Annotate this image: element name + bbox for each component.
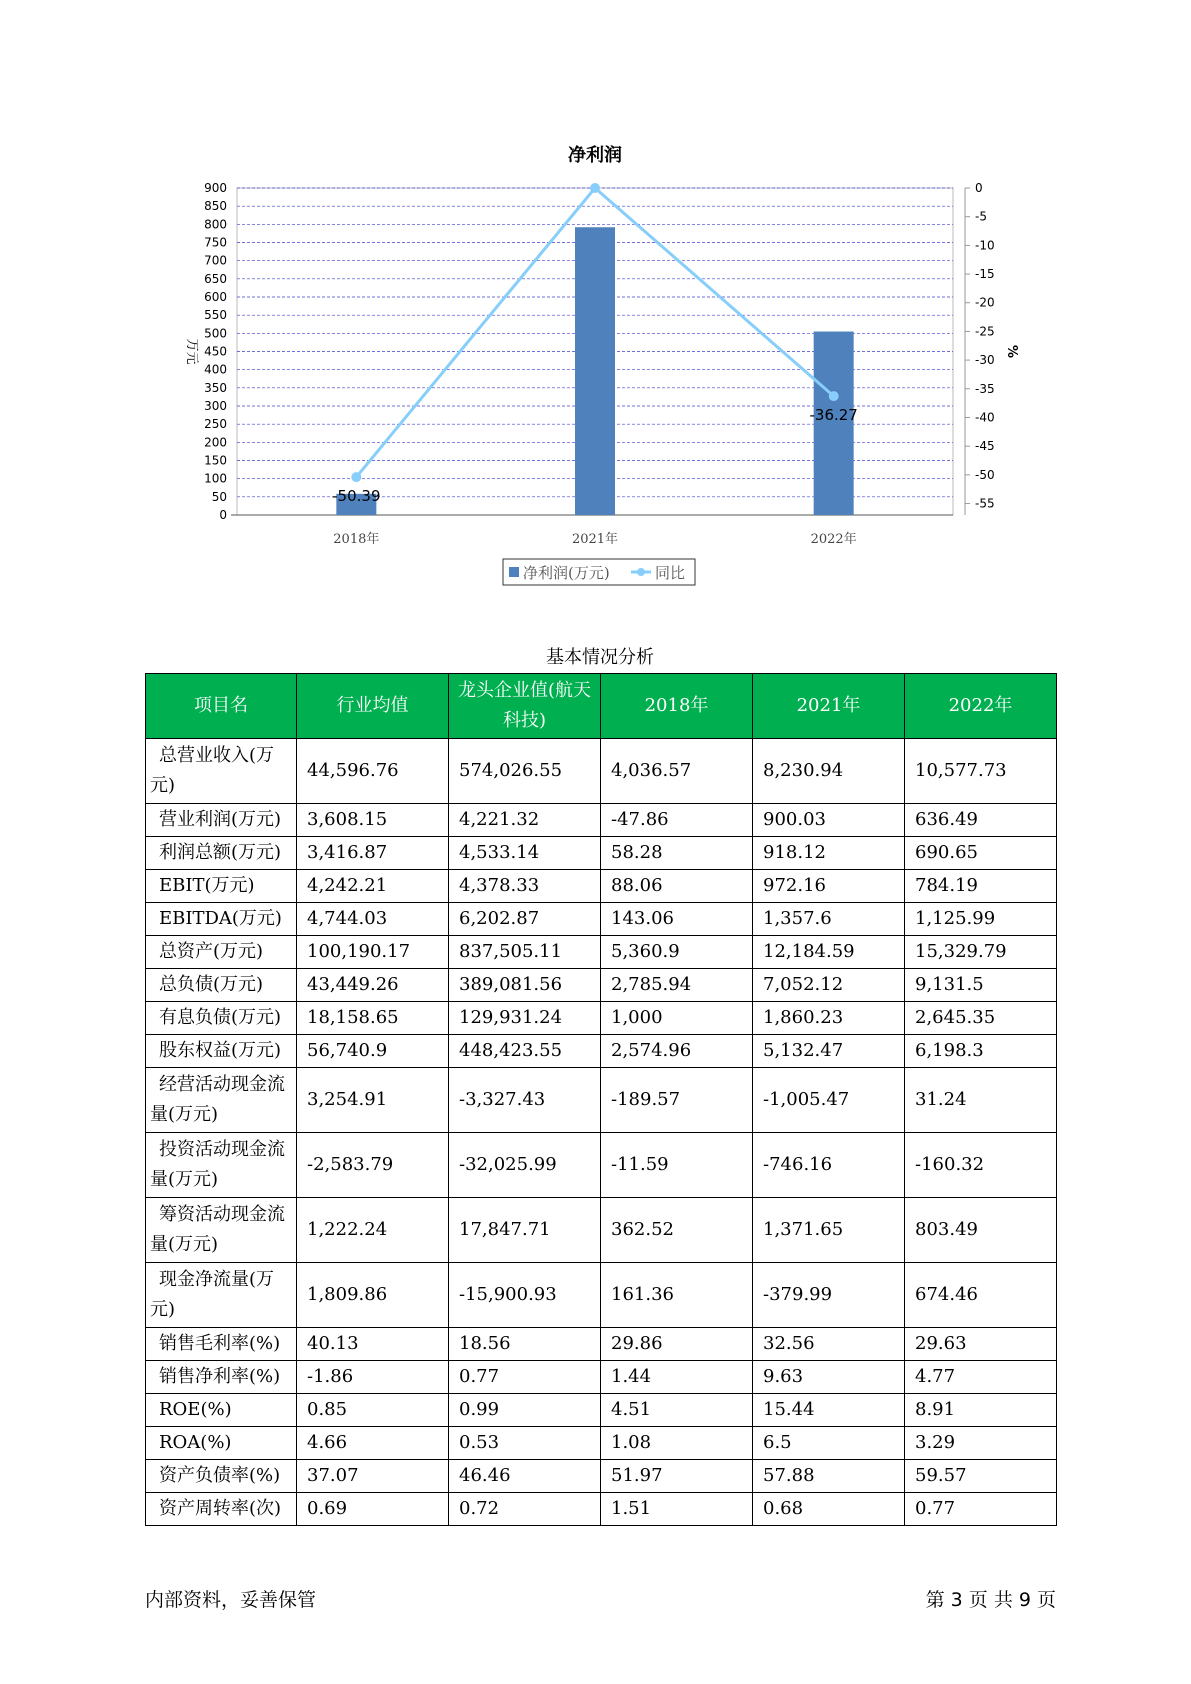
footer-confidential: 内部资料，妥善保管	[145, 1589, 317, 1611]
value-cell: 636.49	[905, 804, 1057, 837]
header-leader-value: 龙头企业值(航天科技)	[449, 674, 601, 739]
value-cell: 0.68	[753, 1493, 905, 1526]
right-tick-label: -50	[975, 467, 995, 482]
value-cell: -1,005.47	[753, 1068, 905, 1133]
table-row	[146, 903, 1057, 936]
value-cell: 44,596.76	[297, 739, 449, 804]
value-cell: 0.72	[449, 1493, 601, 1526]
value-cell: -160.32	[905, 1133, 1057, 1198]
right-axis-label: %	[1004, 344, 1019, 359]
value-cell: 9.63	[753, 1361, 905, 1394]
row-label-cell: 资产周转率(次)	[146, 1493, 297, 1526]
value-cell: 674.46	[905, 1263, 1057, 1328]
analysis-table	[145, 673, 1057, 1526]
header-2021: 2021年	[753, 674, 905, 739]
value-cell: 0.85	[297, 1394, 449, 1427]
row-label-cell: 筹资活动现金流量(万元)	[146, 1198, 297, 1263]
value-cell: 56,740.9	[297, 1035, 449, 1068]
y-axis-label: 万元	[184, 338, 199, 365]
value-cell: -746.16	[753, 1133, 905, 1198]
row-label-cell: ROA(%)	[146, 1427, 297, 1460]
row-label-cell: 经营活动现金流量(万元)	[146, 1068, 297, 1133]
value-cell: 1,000	[601, 1002, 753, 1035]
value-cell: 8,230.94	[753, 739, 905, 804]
value-cell: 0.69	[297, 1493, 449, 1526]
row-label-cell: 利润总额(万元)	[146, 837, 297, 870]
header-2018: 2018年	[601, 674, 753, 739]
legend-line-marker	[637, 568, 645, 576]
value-cell: 3,416.87	[297, 837, 449, 870]
value-cell: 3,254.91	[297, 1068, 449, 1133]
row-label-cell: 资产负债率(%)	[146, 1460, 297, 1493]
row-label-cell: 营业利润(万元)	[146, 804, 297, 837]
value-cell: 100,190.17	[297, 936, 449, 969]
value-cell: 4,378.33	[449, 870, 601, 903]
value-cell: 4,221.32	[449, 804, 601, 837]
table-row	[146, 1394, 1057, 1427]
value-cell: 31.24	[905, 1068, 1057, 1133]
net-profit-chart	[0, 0, 1191, 610]
y-tick-label: 350	[204, 380, 227, 395]
table-row	[146, 1002, 1057, 1035]
value-cell: 57.88	[753, 1460, 905, 1493]
value-cell: 43,449.26	[297, 969, 449, 1002]
right-tick-label: -45	[975, 439, 995, 454]
table-caption: 基本情况分析	[546, 647, 654, 668]
yoy-point	[829, 391, 839, 401]
row-label-cell: ROE(%)	[146, 1394, 297, 1427]
value-cell: 51.97	[601, 1460, 753, 1493]
value-cell: 2,574.96	[601, 1035, 753, 1068]
value-cell: 9,131.5	[905, 969, 1057, 1002]
value-cell: 32.56	[753, 1328, 905, 1361]
y-tick-label: 450	[204, 344, 227, 359]
right-tick-label: -5	[975, 209, 987, 224]
value-cell: 59.57	[905, 1460, 1057, 1493]
y-tick-label: 800	[204, 217, 227, 232]
legend-bar-swatch	[509, 567, 519, 577]
value-cell: -2,583.79	[297, 1133, 449, 1198]
value-cell: 918.12	[753, 837, 905, 870]
header-industry-avg: 行业均值	[297, 674, 449, 739]
value-cell: 6.5	[753, 1427, 905, 1460]
row-label-cell: 股东权益(万元)	[146, 1035, 297, 1068]
value-cell: 4,242.21	[297, 870, 449, 903]
value-cell: 784.19	[905, 870, 1057, 903]
value-cell: 10,577.73	[905, 739, 1057, 804]
value-cell: -47.86	[601, 804, 753, 837]
yoy-point	[351, 472, 361, 482]
yoy-point	[590, 183, 600, 193]
bar	[575, 227, 615, 515]
value-cell: 5,132.47	[753, 1035, 905, 1068]
value-cell: 900.03	[753, 804, 905, 837]
table-row	[146, 1263, 1057, 1328]
value-cell: -1.86	[297, 1361, 449, 1394]
legend-line-label: 同比	[655, 564, 686, 582]
table-row	[146, 936, 1057, 969]
value-cell: 1,222.24	[297, 1198, 449, 1263]
value-cell: 1,357.6	[753, 903, 905, 936]
y-tick-label: 900	[204, 181, 227, 195]
table-row	[146, 837, 1057, 870]
value-cell: 129,931.24	[449, 1002, 601, 1035]
value-cell: 1,371.65	[753, 1198, 905, 1263]
table-row	[146, 1198, 1057, 1263]
value-cell: 0.77	[449, 1361, 601, 1394]
row-label-cell: 总营业收入(万元)	[146, 739, 297, 804]
row-label-cell: 总负债(万元)	[146, 969, 297, 1002]
value-cell: -15,900.93	[449, 1263, 601, 1328]
value-cell: 29.86	[601, 1328, 753, 1361]
y-tick-label: 100	[204, 471, 227, 486]
row-label-cell: EBIT(万元)	[146, 870, 297, 903]
value-cell: 389,081.56	[449, 969, 601, 1002]
value-cell: 40.13	[297, 1328, 449, 1361]
value-cell: 37.07	[297, 1460, 449, 1493]
right-tick-label: -25	[975, 324, 995, 339]
value-cell: 4.77	[905, 1361, 1057, 1394]
y-tick-label: 500	[204, 326, 227, 341]
table-row	[146, 1035, 1057, 1068]
value-cell: 15.44	[753, 1394, 905, 1427]
table-row	[146, 1133, 1057, 1198]
y-tick-label: 150	[204, 453, 227, 468]
value-cell: 1,809.86	[297, 1263, 449, 1328]
data-label: -36.27	[809, 406, 858, 425]
value-cell: 2,785.94	[601, 969, 753, 1002]
value-cell: 143.06	[601, 903, 753, 936]
x-tick-label: 2022年	[810, 532, 857, 547]
value-cell: -3,327.43	[449, 1068, 601, 1133]
y-tick-label: 200	[204, 435, 227, 450]
table-row	[146, 1460, 1057, 1493]
y-tick-label: 750	[204, 235, 227, 250]
value-cell: 1,125.99	[905, 903, 1057, 936]
table-row	[146, 804, 1057, 837]
right-tick-label: -15	[975, 267, 995, 282]
y-tick-label: 400	[204, 362, 227, 377]
value-cell: 8.91	[905, 1394, 1057, 1427]
value-cell: 4,036.57	[601, 739, 753, 804]
right-tick-label: -55	[975, 496, 995, 511]
value-cell: 12,184.59	[753, 936, 905, 969]
value-cell: 18.56	[449, 1328, 601, 1361]
value-cell: 362.52	[601, 1198, 753, 1263]
y-tick-label: 850	[204, 199, 227, 214]
value-cell: 3,608.15	[297, 804, 449, 837]
value-cell: 1.44	[601, 1361, 753, 1394]
table-header-row	[146, 674, 1057, 739]
value-cell: 837,505.11	[449, 936, 601, 969]
value-cell: 18,158.65	[297, 1002, 449, 1035]
value-cell: 972.16	[753, 870, 905, 903]
value-cell: 29.63	[905, 1328, 1057, 1361]
table-row	[146, 1427, 1057, 1460]
header-item-name: 项目名	[146, 674, 297, 739]
y-tick-label: 50	[211, 489, 227, 504]
row-label-cell: 现金净流量(万元)	[146, 1263, 297, 1328]
y-tick-label: 250	[204, 417, 227, 432]
right-tick-label: -30	[975, 353, 995, 368]
chart-title: 净利润	[568, 145, 622, 166]
value-cell: 574,026.55	[449, 739, 601, 804]
value-cell: 2,645.35	[905, 1002, 1057, 1035]
table-row	[146, 1361, 1057, 1394]
right-tick-label: -10	[975, 238, 995, 253]
value-cell: 6,202.87	[449, 903, 601, 936]
value-cell: 46.46	[449, 1460, 601, 1493]
table-row	[146, 739, 1057, 804]
y-tick-label: 650	[204, 271, 227, 286]
value-cell: 690.65	[905, 837, 1057, 870]
row-label-cell: 总资产(万元)	[146, 936, 297, 969]
value-cell: 4,533.14	[449, 837, 601, 870]
row-label-cell: 投资活动现金流量(万元)	[146, 1133, 297, 1198]
row-label-cell: 销售毛利率(%)	[146, 1328, 297, 1361]
value-cell: -11.59	[601, 1133, 753, 1198]
right-tick-label: -40	[975, 410, 995, 425]
right-tick-label: -35	[975, 381, 995, 396]
value-cell: 803.49	[905, 1198, 1057, 1263]
value-cell: 5,360.9	[601, 936, 753, 969]
right-tick-label: 0	[975, 181, 983, 195]
table-row	[146, 969, 1057, 1002]
value-cell: 3.29	[905, 1427, 1057, 1460]
value-cell: 88.06	[601, 870, 753, 903]
legend-bar-label: 净利润(万元)	[523, 564, 610, 582]
data-label: -50.39	[332, 487, 381, 506]
header-2022: 2022年	[905, 674, 1057, 739]
y-tick-label: 600	[204, 290, 227, 304]
value-cell: 0.99	[449, 1394, 601, 1427]
value-cell: 17,847.71	[449, 1198, 601, 1263]
x-tick-label: 2018年	[333, 532, 380, 547]
value-cell: 58.28	[601, 837, 753, 870]
value-cell: -32,025.99	[449, 1133, 601, 1198]
value-cell: -379.99	[753, 1263, 905, 1328]
y-tick-label: 550	[204, 308, 227, 323]
y-tick-label: 0	[219, 508, 227, 522]
value-cell: 0.53	[449, 1427, 601, 1460]
value-cell: 448,423.55	[449, 1035, 601, 1068]
value-cell: 4.51	[601, 1394, 753, 1427]
value-cell: 6,198.3	[905, 1035, 1057, 1068]
value-cell: 7,052.12	[753, 969, 905, 1002]
row-label-cell: 销售净利率(%)	[146, 1361, 297, 1394]
value-cell: 15,329.79	[905, 936, 1057, 969]
value-cell: 161.36	[601, 1263, 753, 1328]
y-tick-label: 300	[204, 399, 227, 413]
value-cell: 1.51	[601, 1493, 753, 1526]
value-cell: 0.77	[905, 1493, 1057, 1526]
value-cell: 4.66	[297, 1427, 449, 1460]
footer-page-number: 第 3 页 共 9 页	[925, 1589, 1056, 1611]
y-tick-label: 700	[204, 253, 227, 268]
value-cell: 1.08	[601, 1427, 753, 1460]
value-cell: 4,744.03	[297, 903, 449, 936]
table-row	[146, 1328, 1057, 1361]
table-row	[146, 1493, 1057, 1526]
value-cell: 1,860.23	[753, 1002, 905, 1035]
table-row	[146, 870, 1057, 903]
table-row	[146, 1068, 1057, 1133]
value-cell: -189.57	[601, 1068, 753, 1133]
x-tick-label: 2021年	[571, 532, 619, 547]
right-tick-label: -20	[975, 295, 995, 310]
row-label-cell: EBITDA(万元)	[146, 903, 297, 936]
row-label-cell: 有息负债(万元)	[146, 1002, 297, 1035]
